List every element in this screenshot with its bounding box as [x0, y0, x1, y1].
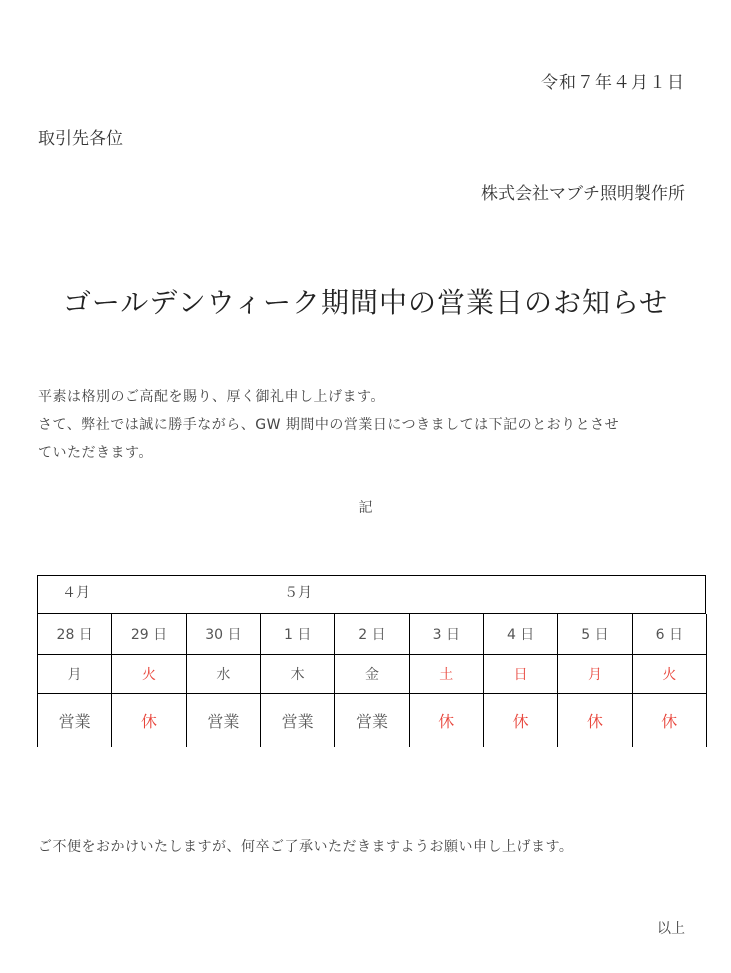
day-date-cell: 3 日 [409, 614, 483, 655]
day-status-cell: 休 [558, 694, 632, 748]
day-weekday-cell: 金 [335, 655, 409, 694]
day-status-cell: 休 [409, 694, 483, 748]
sender-company: 株式会社マブチ照明製作所 [481, 184, 685, 204]
day-weekday-cell: 水 [186, 655, 260, 694]
day-date-cell: 5 日 [558, 614, 632, 655]
day-status-cell: 営業 [38, 694, 112, 748]
day-date-cell: 30 日 [186, 614, 260, 655]
day-status-cell: 営業 [335, 694, 409, 748]
day-weekday-cell: 火 [632, 655, 706, 694]
month-april: ４月 [62, 585, 90, 601]
day-date-cell: 6 日 [632, 614, 706, 655]
ki-heading: 記 [358, 500, 373, 516]
status-row [38, 694, 707, 748]
day-weekday-cell: 木 [260, 655, 334, 694]
day-date-cell: 2 日 [335, 614, 409, 655]
day-status-cell: 営業 [260, 694, 334, 748]
body-line-2: さて、弊社では誠に勝手ながら、GW 期間中の営業日につきましては下記のとおりとさせ [38, 417, 620, 433]
day-date-cell: 1 日 [260, 614, 334, 655]
day-weekday-cell: 月 [38, 655, 112, 694]
calendar-grid [37, 614, 707, 747]
day-weekday-cell: 土 [409, 655, 483, 694]
day-weekday-cell: 火 [112, 655, 186, 694]
gw-calendar-table [37, 575, 707, 750]
day-status-cell: 休 [483, 694, 557, 748]
month-header-row [37, 575, 706, 614]
ijo-closing-mark: 以上 [657, 921, 685, 937]
day-weekday-cell: 月 [558, 655, 632, 694]
recipient: 取引先各位 [38, 129, 123, 149]
date-row [38, 614, 707, 655]
day-date-cell: 29 日 [112, 614, 186, 655]
day-status-cell: 営業 [186, 694, 260, 748]
day-date-cell: 28 日 [38, 614, 112, 655]
body-line-3: ていただきます。 [38, 445, 153, 461]
day-status-cell: 休 [632, 694, 706, 748]
day-weekday-cell: 日 [483, 655, 557, 694]
document-title: ゴールデンウィーク期間中の営業日のお知らせ [62, 286, 669, 319]
day-date-cell: 4 日 [483, 614, 557, 655]
body-line-1: 平素は格別のご高配を賜り、厚く御礼申し上げます。 [38, 389, 385, 405]
closing-text: ご不便をおかけいたしますが、何卒ご了承いただきますようお願い申し上げます。 [38, 839, 574, 855]
month-may: ５月 [284, 585, 312, 601]
day-status-cell: 休 [112, 694, 186, 748]
weekday-row [38, 655, 707, 694]
document-date: 令和７年４月１日 [541, 73, 685, 93]
